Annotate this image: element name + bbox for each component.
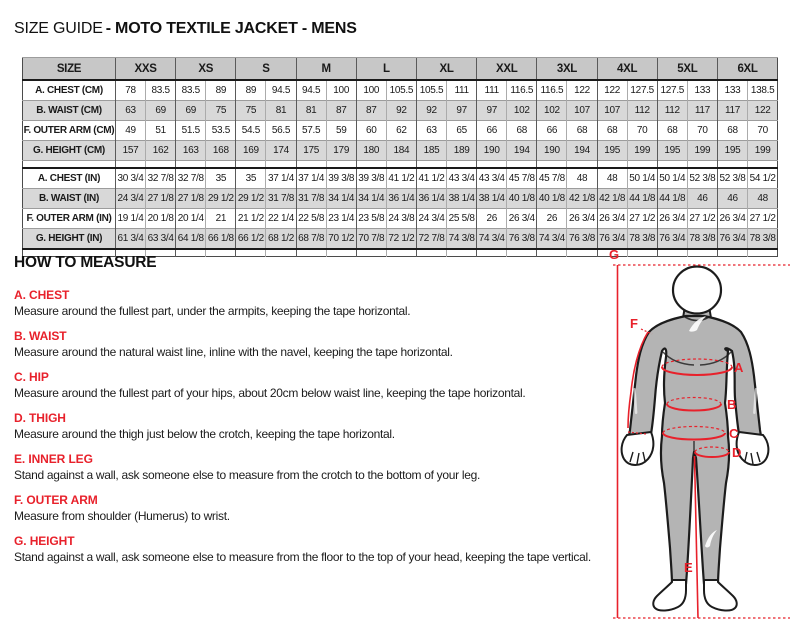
table-cell: 74 3/8 (447, 229, 477, 250)
table-cell: 199 (627, 141, 657, 161)
table-corner-label: SIZE (23, 58, 116, 81)
table-cell: 48 (567, 168, 597, 189)
table-cell: 68 (507, 121, 537, 141)
table-cell: 68 (567, 121, 597, 141)
size-column-header: L (356, 58, 416, 81)
table-cell: 133 (717, 80, 747, 101)
table-cell: 75 (236, 101, 266, 121)
table-cell: 185 (416, 141, 446, 161)
table-cell: 116.5 (507, 80, 537, 101)
table-cell: 45 7/8 (537, 168, 567, 189)
table-cell: 174 (266, 141, 296, 161)
table-cell: 102 (537, 101, 567, 121)
table-cell: 42 1/8 (597, 189, 627, 209)
how-to-measure-title: HOW TO MEASURE (14, 254, 157, 271)
table-cell: 57.5 (296, 121, 326, 141)
table-cell: 116.5 (537, 80, 567, 101)
size-table-wrap (22, 57, 778, 257)
figure-label-g: G (609, 247, 620, 262)
table-cell: 70 7/8 (356, 229, 386, 250)
table-cell: 76 3/4 (657, 229, 687, 250)
body-figure (606, 245, 800, 642)
table-cell: 112 (627, 101, 657, 121)
table-cell: 20 1/4 (176, 209, 206, 229)
table-cell: 195 (657, 141, 687, 161)
table-cell: 94.5 (296, 80, 326, 101)
table-cell: 52 3/8 (717, 168, 747, 189)
table-cell: 62 (386, 121, 416, 141)
row-label: G. HEIGHT (CM) (23, 141, 116, 161)
measure-text: Measure around the natural waist line, inline with the navel, keeping the tape horizontal. (14, 345, 453, 359)
table-cell: 29 1/2 (236, 189, 266, 209)
table-cell: 179 (326, 141, 356, 161)
measure-section-hip (14, 370, 614, 400)
table-cell: 72 1/2 (386, 229, 416, 250)
table-cell: 38 1/4 (447, 189, 477, 209)
table-cell: 41 1/2 (386, 168, 416, 189)
size-column-header: XXS (116, 58, 176, 81)
table-cell: 75 (206, 101, 236, 121)
table-cell: 56.5 (266, 121, 296, 141)
figure-label-a: A (734, 360, 744, 375)
table-cell: 117 (717, 101, 747, 121)
table-cell: 162 (146, 141, 176, 161)
table-cell: 74 3/4 (537, 229, 567, 250)
table-cell: 194 (567, 141, 597, 161)
table-cell: 49 (116, 121, 146, 141)
figure-label-d: D (732, 445, 742, 460)
table-cell: 26 3/4 (657, 209, 687, 229)
table-cell: 199 (687, 141, 717, 161)
table-cell: 81 (266, 101, 296, 121)
table-cell: 38 1/4 (477, 189, 507, 209)
table-cell: 26 3/4 (597, 209, 627, 229)
table-cell: 60 (356, 121, 386, 141)
table-cell: 26 3/4 (507, 209, 537, 229)
table-cell: 68 (717, 121, 747, 141)
table-cell: 122 (597, 80, 627, 101)
table-cell: 22 1/4 (266, 209, 296, 229)
table-cell: 122 (748, 101, 778, 121)
measure-label: E. INNER LEG (14, 452, 93, 466)
table-cell: 76 3/8 (507, 229, 537, 250)
table-cell: 40 1/8 (537, 189, 567, 209)
table-cell: 44 1/8 (657, 189, 687, 209)
table-cell: 81 (296, 101, 326, 121)
table-cell: 61 3/4 (116, 229, 146, 250)
table-cell: 105.5 (386, 80, 416, 101)
table-cell: 69 (146, 101, 176, 121)
table-cell: 102 (507, 101, 537, 121)
measure-label: G. HEIGHT (14, 534, 75, 548)
table-cell: 68 (597, 121, 627, 141)
size-column-header: 3XL (537, 58, 597, 81)
table-cell: 78 3/8 (687, 229, 717, 250)
table-cell: 168 (206, 141, 236, 161)
table-cell: 43 3/4 (447, 168, 477, 189)
table-cell: 39 3/8 (326, 168, 356, 189)
table-cell: 26 3/4 (717, 209, 747, 229)
table-cell: 46 (717, 189, 747, 209)
table-cell: 189 (447, 141, 477, 161)
row-label: B. WAIST (CM) (23, 101, 116, 121)
measure-text: Measure from shoulder (Humerus) to wrist. (14, 509, 230, 523)
size-column-header: XXL (477, 58, 537, 81)
table-cell: 127.5 (627, 80, 657, 101)
row-label: G. HEIGHT (IN) (23, 229, 116, 250)
measure-section-thigh (14, 411, 614, 441)
table-cell: 20 1/8 (146, 209, 176, 229)
table-cell: 21 (206, 209, 236, 229)
table-cell: 89 (206, 80, 236, 101)
table-cell: 111 (447, 80, 477, 101)
table-cell: 21 1/2 (236, 209, 266, 229)
measure-text: Measure around the fullest part of your hips, about 20cm below waist line, keeping the tape horizontal. (14, 386, 526, 400)
measure-label: A. CHEST (14, 288, 70, 302)
table-cell: 31 7/8 (266, 189, 296, 209)
measure-text: Measure around the thigh just below the crotch, keeping the tape horizontal. (14, 427, 395, 441)
table-cell: 70 1/2 (326, 229, 356, 250)
measure-label: C. HIP (14, 370, 49, 384)
table-cell: 180 (356, 141, 386, 161)
table-cell: 76 3/4 (717, 229, 747, 250)
figure-label-f: F (630, 316, 638, 331)
table-cell: 35 (206, 168, 236, 189)
table-cell: 27 1/8 (146, 189, 176, 209)
table-cell: 54.5 (236, 121, 266, 141)
table-cell: 19 1/4 (116, 209, 146, 229)
table-cell: 83.5 (176, 80, 206, 101)
table-cell: 169 (236, 141, 266, 161)
size-column-header: 4XL (597, 58, 657, 81)
table-cell: 133 (687, 80, 717, 101)
table-cell: 26 3/4 (567, 209, 597, 229)
table-cell: 23 5/8 (356, 209, 386, 229)
table-cell: 54 1/2 (748, 168, 778, 189)
table-cell: 48 (597, 168, 627, 189)
table-cell: 97 (477, 101, 507, 121)
how-to-measure (14, 254, 614, 575)
table-cell: 50 1/4 (627, 168, 657, 189)
measure-section-height (14, 534, 614, 564)
measure-text: Measure around the fullest part, under the armpits, keeping the tape horizontal. (14, 304, 411, 318)
table-cell: 70 (627, 121, 657, 141)
table-cell: 97 (447, 101, 477, 121)
table-cell: 63 (416, 121, 446, 141)
size-column-header: XS (176, 58, 236, 81)
size-column-header: 6XL (717, 58, 777, 81)
table-cell: 138.5 (748, 80, 778, 101)
table-cell: 78 3/8 (748, 229, 778, 250)
row-label: B. WAIST (IN) (23, 189, 116, 209)
table-cell: 66 1/8 (206, 229, 236, 250)
table-cell: 194 (507, 141, 537, 161)
table-cell: 92 (386, 101, 416, 121)
table-cell: 22 5/8 (296, 209, 326, 229)
measure-section-inner-leg (14, 452, 614, 482)
table-cell: 122 (567, 80, 597, 101)
table-cell: 199 (748, 141, 778, 161)
figure-label-c: C (729, 426, 739, 441)
figure-label-e: E (684, 560, 693, 575)
measure-text: Stand against a wall, ask someone else to measure from the floor to the top of your head, keeping the tape vertical. (14, 550, 591, 564)
table-cell: 53.5 (206, 121, 236, 141)
table-cell: 52 3/8 (687, 168, 717, 189)
table-cell: 190 (537, 141, 567, 161)
table-cell: 70 (687, 121, 717, 141)
table-cell: 107 (597, 101, 627, 121)
table-cell: 105.5 (416, 80, 446, 101)
table-cell: 51 (146, 121, 176, 141)
table-cell: 25 5/8 (447, 209, 477, 229)
table-cell: 24 3/8 (386, 209, 416, 229)
table-cell: 175 (296, 141, 326, 161)
table-cell: 157 (116, 141, 146, 161)
table-cell: 37 1/4 (296, 168, 326, 189)
table-cell: 163 (176, 141, 206, 161)
table-cell: 184 (386, 141, 416, 161)
table-cell: 40 1/8 (507, 189, 537, 209)
table-cell: 68 7/8 (296, 229, 326, 250)
table-cell: 30 3/4 (116, 168, 146, 189)
measure-label: D. THIGH (14, 411, 66, 425)
page-title (14, 20, 357, 38)
table-cell: 66 (477, 121, 507, 141)
table-cell: 63 (116, 101, 146, 121)
table-cell: 23 1/4 (326, 209, 356, 229)
table-cell: 83.5 (146, 80, 176, 101)
page-title-prefix: SIZE GUIDE (14, 20, 103, 37)
table-cell: 29 1/2 (206, 189, 236, 209)
table-cell: 89 (236, 80, 266, 101)
table-cell: 87 (356, 101, 386, 121)
table-cell: 195 (717, 141, 747, 161)
table-cell: 36 1/4 (386, 189, 416, 209)
table-cell: 26 (477, 209, 507, 229)
table-cell: 68 (657, 121, 687, 141)
table-cell: 43 3/4 (477, 168, 507, 189)
table-cell: 50 1/4 (657, 168, 687, 189)
row-label: F. OUTER ARM (CM) (23, 121, 116, 141)
table-cell: 45 7/8 (507, 168, 537, 189)
row-label: A. CHEST (IN) (23, 168, 116, 189)
row-label: F. OUTER ARM (IN) (23, 209, 116, 229)
table-cell: 74 3/4 (477, 229, 507, 250)
table-cell: 27 1/2 (687, 209, 717, 229)
table-cell: 63 3/4 (146, 229, 176, 250)
table-cell: 42 1/8 (567, 189, 597, 209)
table-cell: 51.5 (176, 121, 206, 141)
size-column-header: XL (416, 58, 476, 81)
measure-text: Stand against a wall, ask someone else to measure from the crotch to the bottom of your leg. (14, 468, 480, 482)
measure-label: F. OUTER ARM (14, 493, 98, 507)
table-cell: 34 1/4 (356, 189, 386, 209)
table-cell: 69 (176, 101, 206, 121)
table-cell: 32 7/8 (146, 168, 176, 189)
table-cell: 59 (326, 121, 356, 141)
table-cell: 78 (116, 80, 146, 101)
table-cell: 27 1/8 (176, 189, 206, 209)
table-cell: 70 (748, 121, 778, 141)
table-cell: 117 (687, 101, 717, 121)
figure-foot-right (704, 580, 737, 611)
table-cell: 68 1/2 (266, 229, 296, 250)
table-cell: 37 1/4 (266, 168, 296, 189)
table-cell: 46 (687, 189, 717, 209)
table-cell: 48 (748, 189, 778, 209)
table-cell: 31 7/8 (296, 189, 326, 209)
table-cell: 94.5 (266, 80, 296, 101)
table-cell: 24 3/4 (416, 209, 446, 229)
table-cell: 76 3/4 (597, 229, 627, 250)
table-cell: 72 7/8 (416, 229, 446, 250)
table-cell: 112 (657, 101, 687, 121)
row-label: A. CHEST (CM) (23, 80, 116, 101)
table-cell: 190 (477, 141, 507, 161)
measure-section-waist (14, 329, 614, 359)
table-cell: 66 1/2 (236, 229, 266, 250)
table-cell: 78 3/8 (627, 229, 657, 250)
table-cell: 39 3/8 (356, 168, 386, 189)
table-cell: 65 (447, 121, 477, 141)
table-cell: 44 1/8 (627, 189, 657, 209)
table-cell: 100 (356, 80, 386, 101)
table-cell: 26 (537, 209, 567, 229)
table-cell: 64 1/8 (176, 229, 206, 250)
table-cell: 27 1/2 (627, 209, 657, 229)
measure-section-chest (14, 288, 614, 318)
table-cell: 100 (326, 80, 356, 101)
table-cell: 36 1/4 (416, 189, 446, 209)
table-cell: 35 (236, 168, 266, 189)
table-cell: 32 7/8 (176, 168, 206, 189)
table-cell: 111 (477, 80, 507, 101)
table-cell: 41 1/2 (416, 168, 446, 189)
table-cell: 127.5 (657, 80, 687, 101)
page-title-main: - MOTO TEXTILE JACKET - MENS (105, 20, 357, 37)
table-cell: 195 (597, 141, 627, 161)
size-table (22, 57, 778, 257)
table-cell: 107 (567, 101, 597, 121)
table-cell: 76 3/8 (567, 229, 597, 250)
table-cell: 24 3/4 (116, 189, 146, 209)
table-cell: 92 (416, 101, 446, 121)
table-cell: 66 (537, 121, 567, 141)
size-column-header: M (296, 58, 356, 81)
table-cell: 87 (326, 101, 356, 121)
size-column-header: S (236, 58, 296, 81)
measure-section-outer-arm (14, 493, 614, 523)
table-cell: 27 1/2 (748, 209, 778, 229)
figure-foot-left (653, 580, 686, 611)
measure-label: B. WAIST (14, 329, 67, 343)
figure-label-b: B (727, 397, 737, 412)
table-cell: 34 1/4 (326, 189, 356, 209)
table-gap-row (23, 161, 778, 169)
figure-head (673, 267, 721, 314)
size-column-header: 5XL (657, 58, 717, 81)
